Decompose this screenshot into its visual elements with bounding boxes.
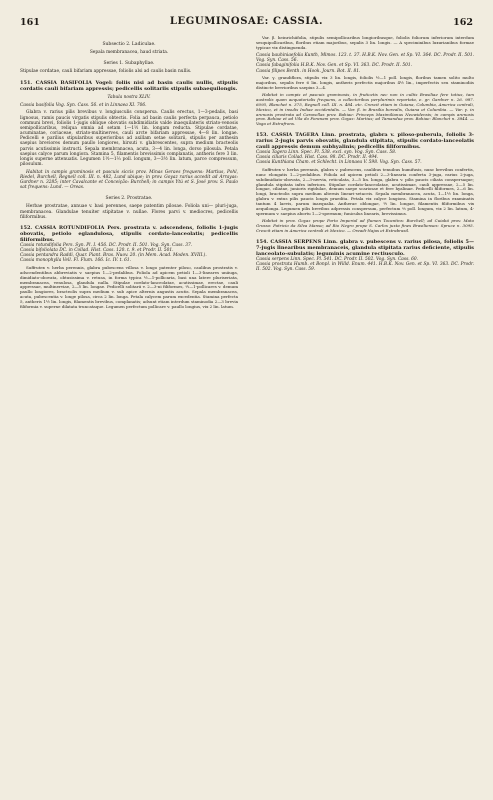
species-152-description: Suffrutex v. herba perennis, glabra pubescens villosa v. longo patenter piloso, caulibus prostratis v. adscendentibus abbreviatis v. saepius 1—2-pedalibus. Foliola ad apicem petioli 1—3-lineares uniiuga, dimidiato-obovata, obtusissima v. retusa, in forma typica ½—1-pollicaria, basi una latere pluriseriata, membranacea, venulosa, glandula nulla. Stipulae cordato-lanceolatae, acutissimae, erectae, cauli appressae, multinerviae, 2—5 lin. longae. Pedicelli solitarii v. 2—3-ni filiformes, ⅓—1-pollicares v. demum paullo longiores, bracteolis supra medium v. sub apice alternis angustis acutis. Sepala membranacea, acuta, pubescentia v. longe pilosa, circa 2 lin. longa. Petala calycem parum excedentia. Stamina perfecta 5, antheris 1½ lin. longis, filamentis brevibus, complanatis; adsunt etiam interdum staminodia 2—3 brevia filiformia v. superne dilatata truncataque. Legumen perfectum pollicare v. paullo longius, vix 2 lin. latum. bbox=[20, 265, 238, 309]
subsection-heading: Subsectio 2. Ladiculae. bbox=[102, 42, 156, 47]
species-152-habitat: Habitat in campis et pascuis graminosis, in fruticetis nec non in cultis Brasiliae fere totius, tam australis quam aequatorialis frequens, a collectoribus perplurimis reportata, e. gr. Gardner n. 26. 987. 6095, Blanchet n. 375, Regnell coll. III. n. 484. etc. Crescit etiam in Guiana, Columbia, America centrali, Mexico, et in insulis Indiae occidentalis. — Var. β. in Brasilia borealis, Guiana et Columbia. — Var. γ. in arenosis prostrata ad Caravellas prov. Bahiae: Princeps Maximilianus Neowidensis; in campis arenosis prov. Bahiae et ad Vila do Foranam prov. Goyaz: Martius; ad Tamandua prov. Bahiae: Blanchet n. 3844. — Vaga et Extrafrons. bbox=[256, 92, 474, 127]
subsection-note: Sepala membranacea, haud striata. bbox=[89, 50, 169, 56]
left-column bbox=[20, 36, 238, 788]
species-152-diagnosis: 152. CASSIA ROTUNDIFOLIA Pers. prostrata v. adscendens, foliolis 1-jugis obovatis, petiolo eglandulosa, stipulis cordato-lanceolatis; pedicellis filiformibus. bbox=[20, 224, 238, 243]
species-151-description: Glabra v. rarius pilis brevibus v. longiusculis conspersa. Caulis erectus, 1—3-pedalis, basi lignosus, ramis paucis virgatis stipulis obtectis. Folia ad basin caulis perfecta perpauca, petiolo communi brevi, foliolis 1-jugis oblique obovatis subdimidiatis valde inaequilateris striato-venosis semipollicaribus, reliqua omnia ad setam 1—1½ lin. longam reducta. Stipulae cordatae, acuminatae, coriaceae, striato-multinerves, cauli arcte bifariam appressae, 4—8 lin. longae. Pedicelli e parilius stipularibus superioribus ad axillam setae solitarii, stipulis per anthesin saepius breviores demum paullo longiores, hirsuti v. glabrescentes, supra medium bracteolis parvis acutissimis instructi. Sepala membranacea, acuta, 3—4 lin. longa, dorso pilosula. Petala saepius calyce parum longiora. Stamina 5, filamentis brevissimis complanatis, antheris fere 3 lin. longis superne attenuatis. Legumen 1½—1⅔ poll. longum, 3—3½ lin. latum, parce compressum, pilosulum. bbox=[20, 110, 238, 167]
series-note: Herbae prostratae, annuae v. basi perennes, saepe patentim pilosae. Foliola uni— pluri-juga, membranacea. Glandulae tenuiter stipitatae v. nullae. Flores parvi v. mediocres, pedicellis filiformibus. bbox=[20, 204, 238, 220]
species-154-synonyms: Cassia serpens Linn. Spec. Pl. 541. DC. Prodr. II. 502. Vog. Syn. Cass. 60. Cassia prostrata Humb. et Bonpl. in Willd. Enum. 441. H.B.K. Nov. Gen. et Sp. VI. 363. DC. Prodr. II. 502. Vog. Syn. Cass. 59. bbox=[256, 256, 474, 272]
page-header bbox=[0, 0, 493, 34]
variety-beta: Var. β. heinrichiifolia, stipulis semipollicaribus longioribusque, foliolis foliorum inferiorum interdum sesquipollicaribus, floribus etiam majoribus, sepalis 3 lin. longis. — A speciminibus luxurianibus formae typicae vix distinguenda. bbox=[256, 36, 474, 50]
species-152-synonyms: Cassia rotundifolia Pers. Syn. Pl. I. 456. DC. Prodr. II. 501. Vog. Syn. Cass. 37. Cassia bifoliolata DC. in Collad. Hist. Cass. 120. t. 9. et Prodr. II. 501. Cassia pentandra Raddi, Quar. Piant. Bras. Nuov. 20. (in Mem. Acad. Moden. XVIII.). Cassia monophylla Vell. Fl. Flum. 166. Ic. IV. t. 61. bbox=[20, 242, 207, 264]
plate-reference: Tabula nostra XLIV. bbox=[107, 94, 151, 100]
species-154-diagnosis: 154. CASSIA SERPENS Linn. glabra v. pubescens v. rarius pilosa, foliolis 5—7-jugis linearibus membranaceis, glandula stipitata rarius deficiente, stipulis lanceolato-subulatis; leguminis acumine rectiusculo. bbox=[256, 238, 474, 257]
running-title: LEGUMINOSAE: CASSIA. bbox=[169, 16, 324, 27]
variety-synonyms: Cassia bauhiniaefolia Kunth, Mimos. 123. t. 37. H.B.K. Nov. Gen. et Sp. VI. 364. DC. Prodr. II. 501. Vog. Syn. Cass. 56. Cassia fabaginifolia H.B.K. Nov. Gen. et Sp. VI. 363. DC. Prodr. II. 501. Cassia filipes Benth. in Hook. Journ. Bot. II. 81. bbox=[256, 53, 474, 74]
variety-gamma: Var. γ. grandiflora, stipulis vix 3 lin. longis, foliolis ½—1 poll. longis, floribus tamen solito multo majoribus, sepalis fere 6 lin. longis, antheris perfectis majoribus 4½ lin., imperfectis seu staminodiis distincte brevioribus saepius 3—4. bbox=[256, 75, 474, 90]
species-153-diagnosis: 153. CASSIA TAGERA Linn. prostrata, glabra v. piloso-puberula, foliolis 3- rarius 2-jugis parvis obovatis, glandula stipitata, stipulis cordato-lanceolatis cauli appressis demum subhyalinis; pedicellis filiformibus. bbox=[256, 132, 474, 151]
page-number-left: 161 bbox=[20, 17, 40, 28]
series-heading: Series 2. Prostratae. bbox=[105, 196, 153, 202]
species-153-synonyms: Cassia Tagera Linn. Spec. Pl. 538. excl. syn. Vog. Syn. Cass. 58. Cassia ciliaris Collad. Hist. Cass. 98. DC. Prodr. II. 494. Cassia Kunthiana Cham. et Schlecht. in Linnaea V. 598. Vog. Syn. Cass. 57. bbox=[256, 150, 422, 166]
page-number-right: 162 bbox=[453, 17, 473, 28]
species-153-habitat: Habitat in prov. Goyaz prope Porto Imperial ad flumen Tocantins: Burchell; ad Cuiabá prov. Mato Grosso: Patricio da Silva Manso; ad Rio Negro prope S. Carlos juxta fines Brasilienses: Spruce n. 3095. Crescit etiam in America centrali et Mexico. — Oreadi-Najas et Extrabrasil. bbox=[256, 218, 474, 233]
series-note: Stipulae cordatae, cauli bifariam appressae, foliolis alsi ad caulis basin nullis. bbox=[20, 69, 192, 75]
series-heading: Series 1. Subaphyllae. bbox=[103, 61, 155, 67]
species-151-habitat: Habitat in campis graminosis et pascuis siccis prov. Minas Geraes frequens: Martius, Pohl, Riedel, Burchell, Regnell coll. III. n. 482, Lund ubique; in prov. Goyaz rarius accedit ad Arrayas: Gardner n. 3285; inter Cavalcante et Conceição: Burchell; in campis Ytú et S. José prov. S. Paulo sat frequens: Lund. — Oreas. bbox=[20, 169, 238, 191]
species-151-synonym: Cassia basifolia Vog. Syn. Cass. 56. et in Linnaea XI. 706. bbox=[20, 102, 147, 108]
right-column bbox=[256, 36, 474, 788]
species-153-description: Suffrutex v. herba perennis, glabra v. pubescens, caulibus tenuibus humifusis, nunc brevibus confertis, nunc elongatis 1—2-pedalibus. Foliola ad apicem petioli 2—3-linearia conferta 3-juga, rarius 2-juga, subdimidiato-obovata, 2—3-nervia, reticulata, 3—5 lin. longa, glabra v. pilis paucis ciliata conspersaque; glandula stipitata infra inferiora. Stipulae cordato-lanceolatae, acutissimae, cauli appressae, 2—5 lin. longae, ciliatae, junioris rigidulae, demum saepe scariosae et fere hyalinae. Pedicelli filiformes, 2—6 lin. longi, bracteolis supra medium alternis lineari-setaceis. Sepala membranacea, acuta, 1—1½ lin. longa, glabra v. extus pilis paucis longis praedita. Petala vix calyce longiora. Stamina in floribus examinatis tantum 4 laevis, parum inaequalia. Antherae oblongae, ½ lin. longae, filamentis filiformibus vix aequilonga. Legumen pilis brevibus adpressis conspersum, perfectum ⅔ poll. longum, vix 2 lin. latum, 4-spermum v. saepius abortu 1—2-spermum; funiculus linearis, brevissimus. bbox=[256, 167, 474, 216]
species-151-diagnosis: 151. CASSIA BASIFOLIA Vogel: foliis nisi ad basin caulis nullis, stipulis cordatis cauli bifariam appressis; pedicellis solitariis stipulis subaequilongis. bbox=[20, 79, 238, 92]
